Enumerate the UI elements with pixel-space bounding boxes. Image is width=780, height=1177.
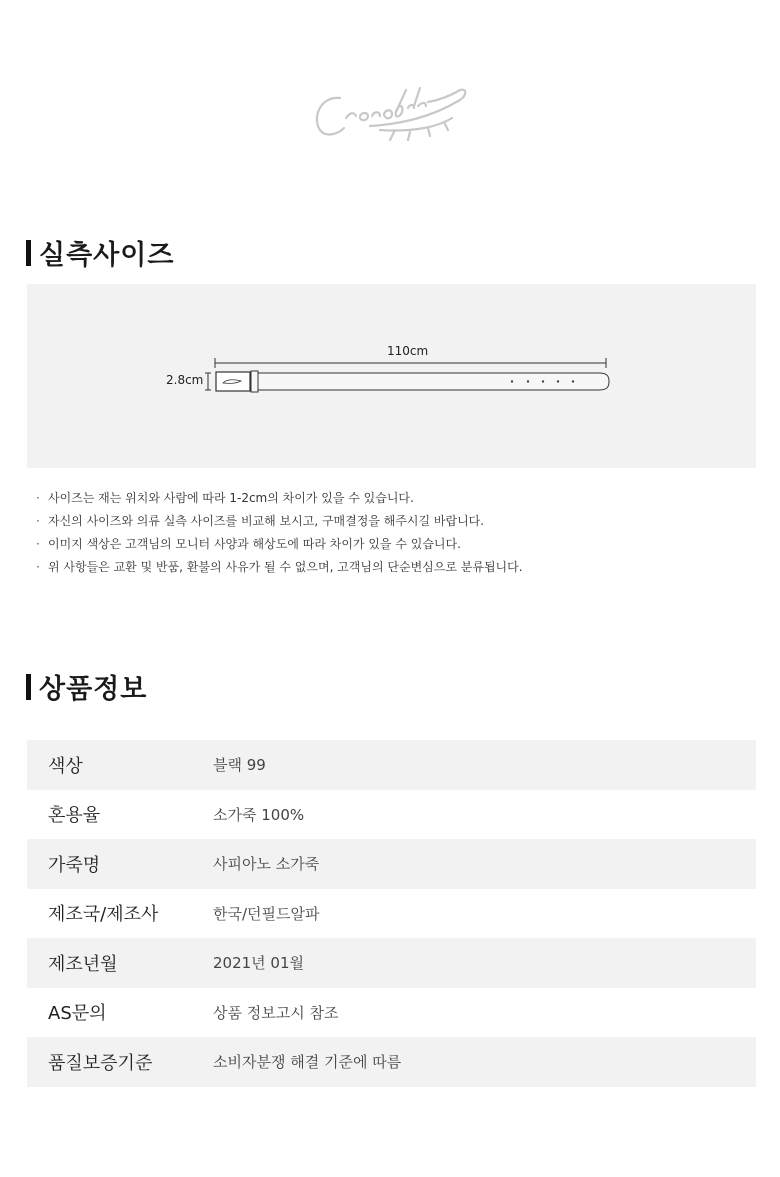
size-notes (36, 487, 736, 579)
table-row (27, 790, 756, 840)
row-label: 품질보증기준 (48, 1052, 153, 1074)
belt-hole (557, 380, 559, 382)
row-value: 사피아노 소가죽 (213, 855, 320, 874)
note-item: · 자신의 사이즈와 의류 실측 사이즈를 비교해 보시고, 구매결정을 해주시길 바랍니다. (36, 514, 485, 528)
heading-bar (26, 674, 31, 700)
table-row (27, 938, 756, 988)
size-diagram (27, 284, 756, 468)
table-row (27, 988, 756, 1038)
row-label: 제조년월 (48, 953, 118, 975)
width-label: 2.8cm (166, 373, 204, 387)
row-label: 제조국/제조사 (48, 904, 159, 926)
table-row (27, 1037, 756, 1087)
row-label: 색상 (48, 755, 83, 777)
row-value: 소가죽 100% (213, 805, 305, 824)
belt-hole (527, 380, 529, 382)
note-item: · 위 사항들은 교환 및 반품, 환불의 사유가 될 수 없으며, 고객님의 단순변심으로 분류됩니다. (36, 560, 523, 574)
row-value: 한국/던필드알파 (213, 904, 320, 923)
size-section-heading (26, 233, 174, 272)
note-item: · 사이즈는 재는 위치와 사람에 따라 1-2cm의 차이가 있을 수 있습니다. (36, 491, 414, 505)
belt-buckle (216, 372, 250, 391)
row-value: 2021년 01월 (213, 954, 305, 973)
table-row (27, 839, 756, 889)
info-section-title: 상품정보 (39, 674, 148, 705)
belt-loop (251, 371, 258, 392)
row-label: 가죽명 (48, 854, 101, 876)
belt-hole (542, 380, 544, 382)
info-section-heading (26, 667, 147, 706)
crocodile-logo-icon (310, 78, 470, 148)
row-value: 상품 정보고시 참조 (213, 1003, 339, 1022)
belt-diagram (27, 284, 756, 468)
row-value: 소비자분쟁 해결 기준에 따름 (213, 1053, 402, 1072)
note-item: · 이미지 색상은 고객님의 모니터 사양과 해상도에 따라 차이가 있을 수 있습니다. (36, 537, 461, 551)
heading-bar (26, 240, 31, 266)
belt-hole (511, 380, 513, 382)
length-label: 110cm (387, 344, 429, 358)
belt-hole (572, 380, 574, 382)
row-value: 블랙 99 (213, 756, 266, 775)
belt-strap (249, 373, 609, 390)
table-row (27, 889, 756, 939)
row-label: AS문의 (48, 1003, 107, 1025)
product-info-table (27, 740, 756, 1087)
table-row (27, 740, 756, 790)
row-label: 혼용율 (48, 805, 101, 827)
size-section-title: 실측사이즈 (39, 240, 175, 271)
